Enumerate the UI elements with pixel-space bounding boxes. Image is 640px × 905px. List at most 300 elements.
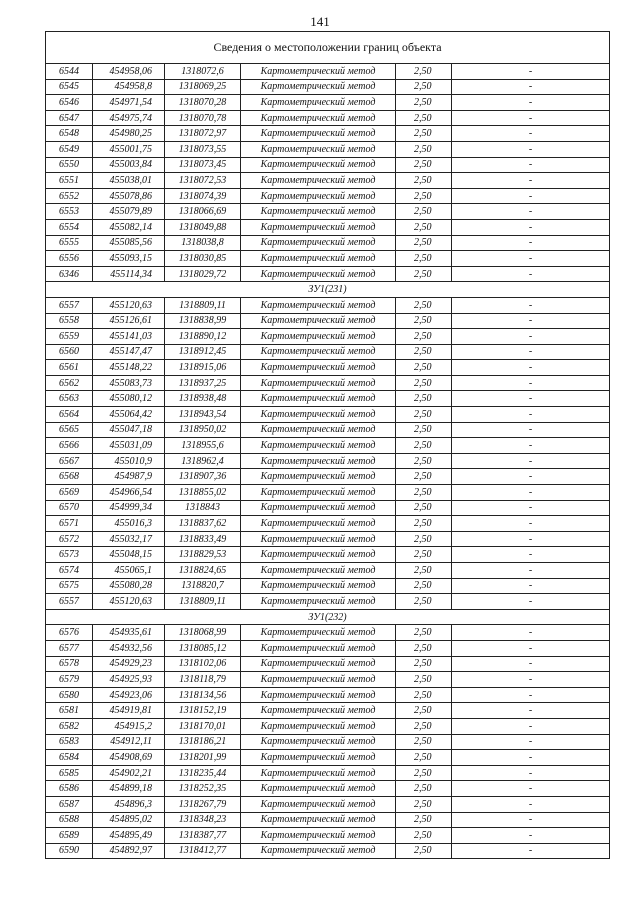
x-coordinate-cell: 454929,23 [93, 656, 165, 672]
x-coordinate-cell: 455141,03 [93, 329, 165, 345]
accuracy-cell: 2,50 [396, 266, 452, 282]
point-number-cell: 6557 [46, 594, 93, 610]
x-coordinate-cell: 455003,84 [93, 157, 165, 173]
boundary-coordinates-table [45, 31, 610, 859]
y-coordinate-cell: 1318412,77 [165, 843, 241, 859]
x-coordinate-cell: 455010,9 [93, 453, 165, 469]
description-cell: - [452, 188, 610, 204]
method-cell: Картометрический метод [241, 625, 396, 641]
method-cell: Картометрический метод [241, 578, 396, 594]
description-cell: - [452, 500, 610, 516]
accuracy-cell: 2,50 [396, 781, 452, 797]
table-row [46, 672, 610, 688]
accuracy-cell: 2,50 [396, 251, 452, 267]
method-cell: Картометрический метод [241, 812, 396, 828]
method-cell: Картометрический метод [241, 672, 396, 688]
y-coordinate-cell: 1318073,55 [165, 141, 241, 157]
accuracy-cell: 2,50 [396, 126, 452, 142]
x-coordinate-cell: 454896,3 [93, 796, 165, 812]
x-coordinate-cell: 454899,18 [93, 781, 165, 797]
method-cell: Картометрический метод [241, 703, 396, 719]
x-coordinate-cell: 455114,34 [93, 266, 165, 282]
y-coordinate-cell: 1318072,6 [165, 64, 241, 80]
y-coordinate-cell: 1318943,54 [165, 407, 241, 423]
description-cell: - [452, 672, 610, 688]
accuracy-cell: 2,50 [396, 828, 452, 844]
point-number-cell: 6582 [46, 718, 93, 734]
method-cell: Картометрический метод [241, 500, 396, 516]
y-coordinate-cell: 1318235,44 [165, 765, 241, 781]
point-number-cell: 6577 [46, 640, 93, 656]
x-coordinate-cell: 455031,09 [93, 438, 165, 454]
method-cell: Картометрический метод [241, 828, 396, 844]
point-number-cell: 6567 [46, 453, 93, 469]
description-cell: - [452, 141, 610, 157]
description-cell: - [452, 687, 610, 703]
table-row [46, 344, 610, 360]
accuracy-cell: 2,50 [396, 531, 452, 547]
point-number-cell: 6551 [46, 173, 93, 189]
accuracy-cell: 2,50 [396, 843, 452, 859]
accuracy-cell: 2,50 [396, 297, 452, 313]
description-cell: - [452, 329, 610, 345]
table-row [46, 578, 610, 594]
y-coordinate-cell: 1318152,19 [165, 703, 241, 719]
table-row [46, 547, 610, 563]
point-number-cell: 6566 [46, 438, 93, 454]
y-coordinate-cell: 1318837,62 [165, 516, 241, 532]
x-coordinate-cell: 455048,15 [93, 547, 165, 563]
description-cell: - [452, 110, 610, 126]
y-coordinate-cell: 1318072,97 [165, 126, 241, 142]
y-coordinate-cell: 1318938,48 [165, 391, 241, 407]
table-row [46, 188, 610, 204]
x-coordinate-cell: 455093,15 [93, 251, 165, 267]
point-number-cell: 6569 [46, 485, 93, 501]
accuracy-cell: 2,50 [396, 500, 452, 516]
description-cell: - [452, 422, 610, 438]
method-cell: Картометрический метод [241, 141, 396, 157]
x-coordinate-cell: 454919,81 [93, 703, 165, 719]
x-coordinate-cell: 455080,12 [93, 391, 165, 407]
method-cell: Картометрический метод [241, 640, 396, 656]
y-coordinate-cell: 1318070,28 [165, 95, 241, 111]
point-number-cell: 6553 [46, 204, 93, 220]
y-coordinate-cell: 1318201,99 [165, 750, 241, 766]
description-cell: - [452, 375, 610, 391]
x-coordinate-cell: 455001,75 [93, 141, 165, 157]
accuracy-cell: 2,50 [396, 516, 452, 532]
accuracy-cell: 2,50 [396, 703, 452, 719]
description-cell: - [452, 765, 610, 781]
description-cell: - [452, 79, 610, 95]
description-cell: - [452, 126, 610, 142]
accuracy-cell: 2,50 [396, 750, 452, 766]
table-row [46, 594, 610, 610]
y-coordinate-cell: 1318066,69 [165, 204, 241, 220]
accuracy-cell: 2,50 [396, 640, 452, 656]
table-row [46, 625, 610, 641]
y-coordinate-cell: 1318348,23 [165, 812, 241, 828]
x-coordinate-cell: 455120,63 [93, 594, 165, 610]
accuracy-cell: 2,50 [396, 656, 452, 672]
x-coordinate-cell: 455065,1 [93, 563, 165, 579]
point-number-cell: 6562 [46, 375, 93, 391]
accuracy-cell: 2,50 [396, 563, 452, 579]
accuracy-cell: 2,50 [396, 438, 452, 454]
y-coordinate-cell: 1318907,36 [165, 469, 241, 485]
method-cell: Картометрический метод [241, 687, 396, 703]
method-cell: Картометрический метод [241, 594, 396, 610]
point-number-cell: 6550 [46, 157, 93, 173]
table-row [46, 640, 610, 656]
x-coordinate-cell: 455078,86 [93, 188, 165, 204]
table-row [46, 703, 610, 719]
method-cell: Картометрический метод [241, 204, 396, 220]
accuracy-cell: 2,50 [396, 796, 452, 812]
x-coordinate-cell: 455047,18 [93, 422, 165, 438]
table-row [46, 79, 610, 95]
point-number-cell: 6560 [46, 344, 93, 360]
accuracy-cell: 2,50 [396, 313, 452, 329]
point-number-cell: 6552 [46, 188, 93, 204]
x-coordinate-cell: 454902,21 [93, 765, 165, 781]
description-cell: - [452, 235, 610, 251]
method-cell: Картометрический метод [241, 796, 396, 812]
description-cell: - [452, 703, 610, 719]
description-cell: - [452, 531, 610, 547]
x-coordinate-cell: 454975,74 [93, 110, 165, 126]
method-cell: Картометрический метод [241, 843, 396, 859]
point-number-cell: 6572 [46, 531, 93, 547]
method-cell: Картометрический метод [241, 547, 396, 563]
y-coordinate-cell: 1318069,25 [165, 79, 241, 95]
x-coordinate-cell: 455148,22 [93, 360, 165, 376]
method-cell: Картометрический метод [241, 329, 396, 345]
y-coordinate-cell: 1318186,21 [165, 734, 241, 750]
table-row [46, 126, 610, 142]
table-row [46, 329, 610, 345]
point-number-cell: 6547 [46, 110, 93, 126]
x-coordinate-cell: 454912,11 [93, 734, 165, 750]
accuracy-cell: 2,50 [396, 453, 452, 469]
method-cell: Картометрический метод [241, 219, 396, 235]
x-coordinate-cell: 455126,61 [93, 313, 165, 329]
method-cell: Картометрический метод [241, 110, 396, 126]
y-coordinate-cell: 1318049,88 [165, 219, 241, 235]
x-coordinate-cell: 454895,02 [93, 812, 165, 828]
accuracy-cell: 2,50 [396, 407, 452, 423]
description-cell: - [452, 438, 610, 454]
point-number-cell: 6578 [46, 656, 93, 672]
method-cell: Картометрический метод [241, 173, 396, 189]
table-row [46, 375, 610, 391]
y-coordinate-cell: 1318950,02 [165, 422, 241, 438]
accuracy-cell: 2,50 [396, 765, 452, 781]
description-cell: - [452, 469, 610, 485]
section-header-row [46, 609, 610, 625]
y-coordinate-cell: 1318070,78 [165, 110, 241, 126]
point-number-cell: 6579 [46, 672, 93, 688]
description-cell: - [452, 219, 610, 235]
method-cell: Картометрический метод [241, 375, 396, 391]
x-coordinate-cell: 455080,28 [93, 578, 165, 594]
y-coordinate-cell: 1318829,53 [165, 547, 241, 563]
method-cell: Картометрический метод [241, 79, 396, 95]
point-number-cell: 6583 [46, 734, 93, 750]
method-cell: Картометрический метод [241, 781, 396, 797]
method-cell: Картометрический метод [241, 718, 396, 734]
table-row [46, 110, 610, 126]
y-coordinate-cell: 1318118,79 [165, 672, 241, 688]
y-coordinate-cell: 1318955,6 [165, 438, 241, 454]
point-number-cell: 6575 [46, 578, 93, 594]
description-cell: - [452, 656, 610, 672]
method-cell: Картометрический метод [241, 407, 396, 423]
accuracy-cell: 2,50 [396, 812, 452, 828]
x-coordinate-cell: 455079,89 [93, 204, 165, 220]
point-number-cell: 6545 [46, 79, 93, 95]
table-row [46, 781, 610, 797]
section-header-row [46, 282, 610, 298]
y-coordinate-cell: 1318912,45 [165, 344, 241, 360]
table-row [46, 750, 610, 766]
y-coordinate-cell: 1318937,25 [165, 375, 241, 391]
description-cell: - [452, 578, 610, 594]
description-cell: - [452, 95, 610, 111]
point-number-cell: 6549 [46, 141, 93, 157]
description-cell: - [452, 204, 610, 220]
point-number-cell: 6573 [46, 547, 93, 563]
accuracy-cell: 2,50 [396, 422, 452, 438]
description-cell: - [452, 516, 610, 532]
y-coordinate-cell: 1318267,79 [165, 796, 241, 812]
method-cell: Картометрический метод [241, 734, 396, 750]
point-number-cell: 6570 [46, 500, 93, 516]
point-number-cell: 6559 [46, 329, 93, 345]
table-row [46, 266, 610, 282]
table-row [46, 453, 610, 469]
point-number-cell: 6590 [46, 843, 93, 859]
table-row [46, 204, 610, 220]
y-coordinate-cell: 1318030,85 [165, 251, 241, 267]
x-coordinate-cell: 455038,01 [93, 173, 165, 189]
method-cell: Картометрический метод [241, 266, 396, 282]
point-number-cell: 6576 [46, 625, 93, 641]
accuracy-cell: 2,50 [396, 391, 452, 407]
method-cell: Картометрический метод [241, 95, 396, 111]
accuracy-cell: 2,50 [396, 469, 452, 485]
table-row [46, 235, 610, 251]
accuracy-cell: 2,50 [396, 687, 452, 703]
table-caption: Сведения о местоположении границ объекта [46, 32, 610, 64]
description-cell: - [452, 828, 610, 844]
method-cell: Картометрический метод [241, 126, 396, 142]
method-cell: Картометрический метод [241, 313, 396, 329]
description-cell: - [452, 812, 610, 828]
x-coordinate-cell: 454987,9 [93, 469, 165, 485]
method-cell: Картометрический метод [241, 391, 396, 407]
table-row [46, 141, 610, 157]
point-number-cell: 6568 [46, 469, 93, 485]
y-coordinate-cell: 1318833,49 [165, 531, 241, 547]
accuracy-cell: 2,50 [396, 204, 452, 220]
accuracy-cell: 2,50 [396, 329, 452, 345]
point-number-cell: 6546 [46, 95, 93, 111]
y-coordinate-cell: 1318962,4 [165, 453, 241, 469]
point-number-cell: 6554 [46, 219, 93, 235]
accuracy-cell: 2,50 [396, 375, 452, 391]
x-coordinate-cell: 454908,69 [93, 750, 165, 766]
accuracy-cell: 2,50 [396, 360, 452, 376]
x-coordinate-cell: 454895,49 [93, 828, 165, 844]
y-coordinate-cell: 1318809,11 [165, 594, 241, 610]
table-row [46, 485, 610, 501]
y-coordinate-cell: 1318809,11 [165, 297, 241, 313]
x-coordinate-cell: 455064,42 [93, 407, 165, 423]
accuracy-cell: 2,50 [396, 485, 452, 501]
table-row [46, 796, 610, 812]
table-row [46, 313, 610, 329]
x-coordinate-cell: 455085,56 [93, 235, 165, 251]
table-row [46, 843, 610, 859]
point-number-cell: 6563 [46, 391, 93, 407]
table-row [46, 718, 610, 734]
point-number-cell: 6580 [46, 687, 93, 703]
accuracy-cell: 2,50 [396, 219, 452, 235]
accuracy-cell: 2,50 [396, 625, 452, 641]
accuracy-cell: 2,50 [396, 141, 452, 157]
table-row [46, 765, 610, 781]
description-cell: - [452, 625, 610, 641]
point-number-cell: 6556 [46, 251, 93, 267]
table-row [46, 500, 610, 516]
description-cell: - [452, 173, 610, 189]
y-coordinate-cell: 1318843 [165, 500, 241, 516]
method-cell: Картометрический метод [241, 469, 396, 485]
y-coordinate-cell: 1318038,8 [165, 235, 241, 251]
method-cell: Картометрический метод [241, 344, 396, 360]
x-coordinate-cell: 455120,63 [93, 297, 165, 313]
point-number-cell: 6558 [46, 313, 93, 329]
table-row [46, 734, 610, 750]
x-coordinate-cell: 454980,25 [93, 126, 165, 142]
table-row [46, 95, 610, 111]
method-cell: Картометрический метод [241, 750, 396, 766]
table-caption-row [46, 32, 610, 64]
description-cell: - [452, 485, 610, 501]
table-row [46, 407, 610, 423]
method-cell: Картометрический метод [241, 485, 396, 501]
y-coordinate-cell: 1318074,39 [165, 188, 241, 204]
table-row [46, 173, 610, 189]
description-cell: - [452, 750, 610, 766]
description-cell: - [452, 297, 610, 313]
description-cell: - [452, 843, 610, 859]
point-number-cell: 6544 [46, 64, 93, 80]
y-coordinate-cell: 1318915,06 [165, 360, 241, 376]
description-cell: - [452, 64, 610, 80]
table-row [46, 656, 610, 672]
table-row [46, 157, 610, 173]
x-coordinate-cell: 455082,14 [93, 219, 165, 235]
method-cell: Картометрический метод [241, 157, 396, 173]
method-cell: Картометрический метод [241, 765, 396, 781]
point-number-cell: 6555 [46, 235, 93, 251]
description-cell: - [452, 313, 610, 329]
table-row [46, 469, 610, 485]
table-row [46, 438, 610, 454]
accuracy-cell: 2,50 [396, 235, 452, 251]
x-coordinate-cell: 455016,3 [93, 516, 165, 532]
accuracy-cell: 2,50 [396, 672, 452, 688]
y-coordinate-cell: 1318085,12 [165, 640, 241, 656]
x-coordinate-cell: 454958,8 [93, 79, 165, 95]
method-cell: Картометрический метод [241, 422, 396, 438]
point-number-cell: 6565 [46, 422, 93, 438]
point-number-cell: 6588 [46, 812, 93, 828]
description-cell: - [452, 563, 610, 579]
method-cell: Картометрический метод [241, 360, 396, 376]
method-cell: Картометрический метод [241, 516, 396, 532]
table-row [46, 219, 610, 235]
point-number-cell: 6557 [46, 297, 93, 313]
x-coordinate-cell: 454915,2 [93, 718, 165, 734]
description-cell: - [452, 407, 610, 423]
y-coordinate-cell: 1318387,77 [165, 828, 241, 844]
method-cell: Картометрический метод [241, 563, 396, 579]
accuracy-cell: 2,50 [396, 110, 452, 126]
x-coordinate-cell: 454925,93 [93, 672, 165, 688]
table-row [46, 516, 610, 532]
table-row [46, 531, 610, 547]
description-cell: - [452, 734, 610, 750]
point-number-cell: 6581 [46, 703, 93, 719]
x-coordinate-cell: 455083,73 [93, 375, 165, 391]
point-number-cell: 6346 [46, 266, 93, 282]
description-cell: - [452, 266, 610, 282]
point-number-cell: 6571 [46, 516, 93, 532]
point-number-cell: 6587 [46, 796, 93, 812]
point-number-cell: 6586 [46, 781, 93, 797]
table-row [46, 687, 610, 703]
point-number-cell: 6585 [46, 765, 93, 781]
y-coordinate-cell: 1318824,65 [165, 563, 241, 579]
method-cell: Картометрический метод [241, 438, 396, 454]
description-cell: - [452, 547, 610, 563]
point-number-cell: 6589 [46, 828, 93, 844]
accuracy-cell: 2,50 [396, 734, 452, 750]
method-cell: Картометрический метод [241, 453, 396, 469]
x-coordinate-cell: 454999,34 [93, 500, 165, 516]
y-coordinate-cell: 1318170,01 [165, 718, 241, 734]
accuracy-cell: 2,50 [396, 157, 452, 173]
table-row [46, 828, 610, 844]
description-cell: - [452, 344, 610, 360]
point-number-cell: 6561 [46, 360, 93, 376]
point-number-cell: 6548 [46, 126, 93, 142]
method-cell: Картометрический метод [241, 188, 396, 204]
section-title: ЗУ1(232) [46, 609, 610, 625]
y-coordinate-cell: 1318073,45 [165, 157, 241, 173]
accuracy-cell: 2,50 [396, 188, 452, 204]
section-title: ЗУ1(231) [46, 282, 610, 298]
accuracy-cell: 2,50 [396, 79, 452, 95]
table-row [46, 297, 610, 313]
accuracy-cell: 2,50 [396, 344, 452, 360]
table-row [46, 64, 610, 80]
y-coordinate-cell: 1318029,72 [165, 266, 241, 282]
